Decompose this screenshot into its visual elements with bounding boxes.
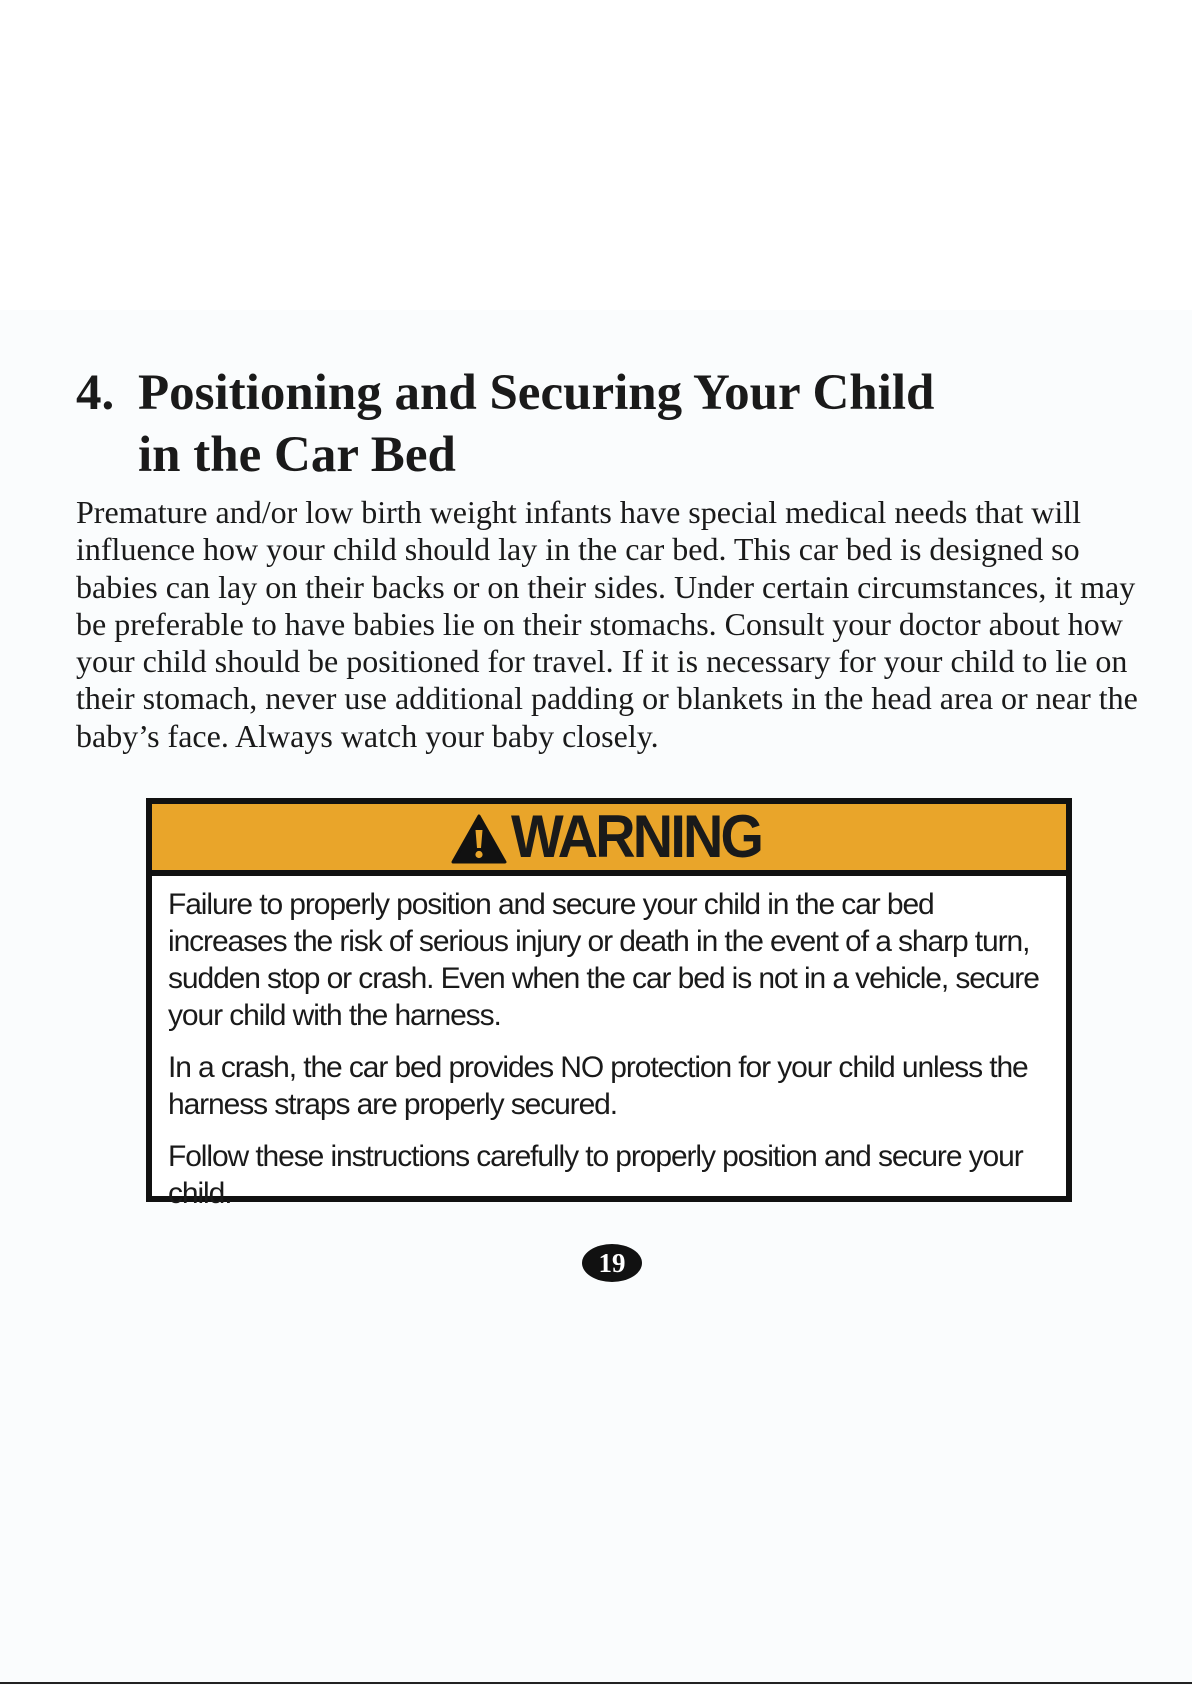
page-number: 19 <box>582 1244 642 1282</box>
warning-paragraph: Failure to properly position and secure your child in the car bed increases the risk of serious injury or death in the event of a sharp turn, sudden stop or crash. Even when the car bed is not in a vehicle, secure your child with the harness. <box>168 888 1039 1032</box>
warning-title: WARNING <box>510 803 761 870</box>
warning-triangle-icon <box>451 813 507 865</box>
top-margin <box>0 0 1192 310</box>
section-title <box>138 362 934 486</box>
warning-paragraph: Follow these instructions carefully to properly position and secure your child. <box>168 1140 1023 1210</box>
section-number: 4. <box>76 365 115 421</box>
warning-header <box>152 804 1066 876</box>
warning-body <box>152 876 1066 1212</box>
bottom-divider <box>0 1682 1192 1684</box>
warning-box <box>146 798 1072 1210</box>
section-title-line-1: Positioning and Securing Your Child <box>138 365 935 421</box>
intro-paragraph: Premature and/or low birth weight infants have special medical needs that will influence how your child should lay in the car bed. This car bed is designed so babies can lay on their backs or on their sides. Under certain circumstances, it may be preferable to have babies lie on their stomachs. Consult your doctor about how your child should be positioned for travel. If it is necessary for your child to lie on their stomach, never use additional padding or blankets in the head area or near the baby’s face. Always watch your baby closely. <box>76 494 1138 754</box>
section-title-line-2: in the Car Bed <box>138 427 456 483</box>
section-heading <box>76 362 934 486</box>
warning-paragraph: In a crash, the car bed provides NO protection for your child unless the harness straps are properly secured. <box>168 1051 1028 1121</box>
